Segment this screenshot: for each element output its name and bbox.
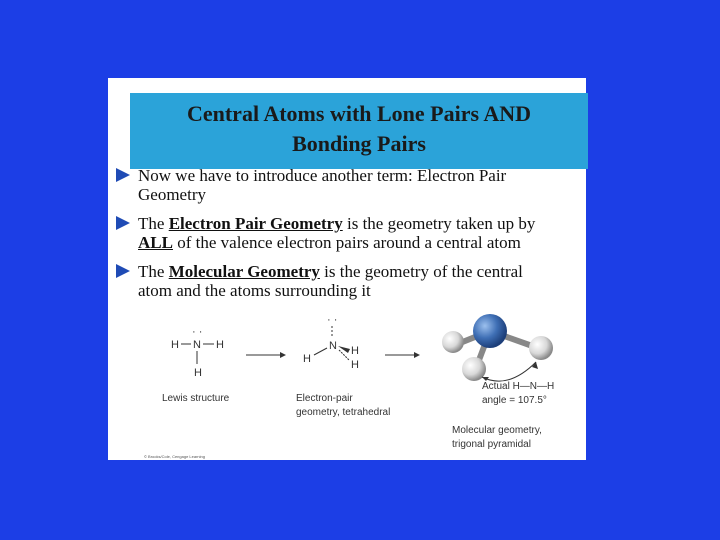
slide-title-line-2: Bonding Pairs bbox=[292, 131, 426, 156]
bullet-2-line-2: of the valence electron pairs around a central atom bbox=[172, 233, 521, 252]
ep-wedge-bond bbox=[338, 346, 350, 353]
bond-angle-arc bbox=[482, 362, 536, 381]
term-electron-pair-geometry: Electron Pair Geometry bbox=[168, 214, 343, 233]
caption-lewis-structure: Lewis structure bbox=[162, 393, 230, 404]
ball-stick-model bbox=[442, 314, 553, 381]
bullet-1-line-2: Geometry bbox=[138, 185, 206, 204]
caption-angle-2: angle = 107.5° bbox=[482, 395, 547, 406]
bullet-2-post: is the geometry taken up by bbox=[342, 214, 536, 233]
bullet-3-line-2: atom and the atoms surrounding it bbox=[138, 281, 371, 300]
slide bbox=[108, 78, 586, 460]
lewis-lone-pair: · · bbox=[192, 326, 203, 338]
caption-electron-pair-1: Electron-pair bbox=[296, 393, 353, 404]
arrow-head-icon bbox=[414, 352, 420, 358]
term-all: ALL bbox=[138, 233, 173, 252]
slide-title-line-1: Central Atoms with Lone Pairs AND bbox=[186, 101, 532, 126]
term-molecular-geometry: Molecular Geometry bbox=[168, 262, 320, 281]
ep-n: N bbox=[329, 340, 337, 352]
bullet-3-post: is the geometry of the central bbox=[319, 262, 523, 281]
ep-h-right-2: H bbox=[351, 359, 359, 371]
ep-h-left: H bbox=[303, 353, 311, 365]
ep-h-right-1: H bbox=[351, 345, 359, 357]
caption-molecular-1: Molecular geometry, bbox=[452, 425, 542, 436]
arrow-head-icon bbox=[280, 352, 286, 358]
lewis-h-bottom: H bbox=[194, 367, 202, 379]
nitrogen-ball bbox=[473, 314, 507, 348]
bullet-3-pre: The bbox=[138, 262, 169, 281]
caption-molecular-2: trigonal pyramidal bbox=[452, 439, 531, 450]
copyright-note: © Brooks/Cole, Cengage Learning bbox=[144, 454, 205, 459]
ep-lone-pair: · · bbox=[327, 314, 338, 326]
lewis-n: N bbox=[193, 339, 201, 351]
ep-bond bbox=[314, 348, 327, 355]
hydrogen-ball-right bbox=[529, 336, 553, 360]
lewis-h-left: H bbox=[171, 339, 179, 351]
bullet-1-line-1: Now we have to introduce another term: Electron Pair bbox=[138, 166, 507, 185]
bullet-2-pre: The bbox=[138, 214, 169, 233]
caption-electron-pair-2: geometry, tetrahedral bbox=[296, 407, 391, 418]
lewis-h-right: H bbox=[216, 339, 224, 351]
electron-pair-structure bbox=[303, 314, 359, 371]
hydrogen-ball-left bbox=[442, 331, 464, 353]
caption-angle-1: Actual H—N—H bbox=[482, 381, 555, 392]
